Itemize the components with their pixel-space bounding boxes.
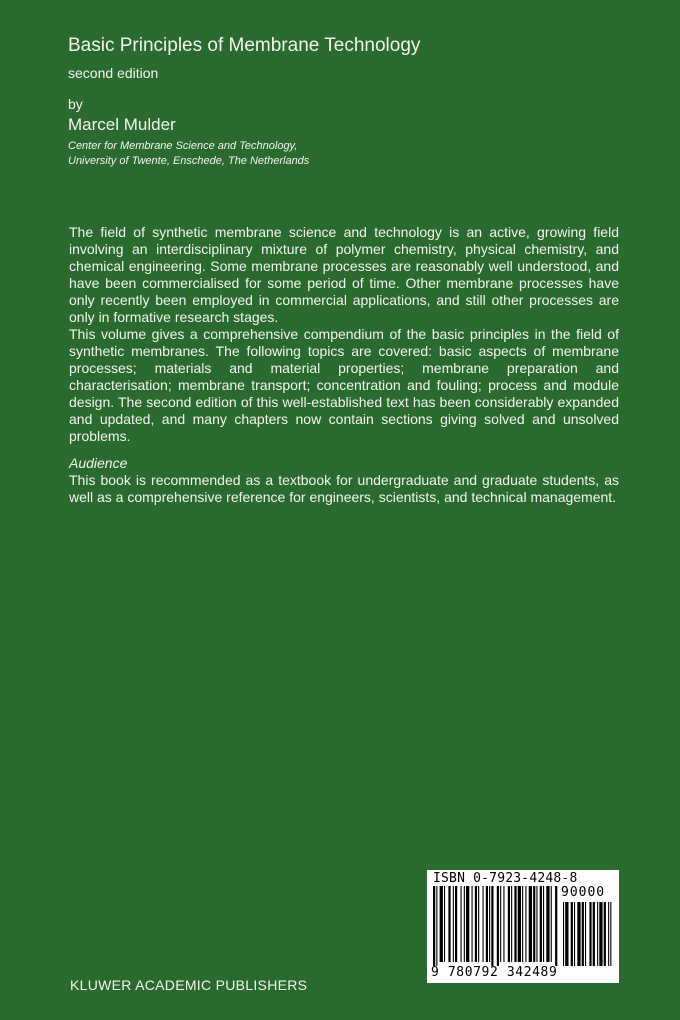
- barcode-addon-bar: [582, 902, 584, 966]
- barcode-addon-bar: [565, 902, 568, 966]
- barcode-addon-bar: [585, 902, 586, 966]
- barcode-bar: [497, 886, 499, 966]
- barcode-bar: [543, 886, 544, 962]
- barcode-addon-bar: [571, 902, 573, 966]
- barcode-bar: [464, 886, 465, 962]
- barcode-addon-bar: [604, 902, 606, 966]
- book-title: Basic Principles of Membrane Technology: [68, 35, 421, 56]
- barcode-addon-bar: [597, 902, 598, 966]
- author-affiliation: [68, 139, 309, 169]
- barcode-bar: [546, 886, 549, 962]
- barcode-addon-bar: [589, 902, 591, 966]
- barcode-bar: [522, 886, 523, 962]
- description-block: [69, 224, 619, 506]
- barcode-bar: [475, 886, 477, 962]
- isbn-label: ISBN 0-7923-4248-8: [433, 871, 578, 886]
- barcode-bar: [436, 886, 437, 966]
- barcode-bar: [444, 886, 445, 962]
- barcode-bar: [536, 886, 537, 962]
- by-label: by: [68, 96, 83, 112]
- barcode-bar: [500, 886, 501, 962]
- barcode-bar: [486, 886, 488, 962]
- barcode-bar: [466, 886, 469, 962]
- barcode-bar: [433, 886, 435, 966]
- barcode-bar: [448, 886, 450, 962]
- barcode-addon-bar: [574, 902, 575, 966]
- barcode-bar: [518, 886, 521, 962]
- barcode-bar: [511, 886, 512, 962]
- barcode-bar: [540, 886, 542, 962]
- barcode-bar: [491, 886, 493, 966]
- barcode-bar: [483, 886, 484, 962]
- description-paragraph-1: The field of synthetic membrane science and technology is an active, growing field involving an interdisciplinary mixture of polymer chemistry, physical chemistry, and chemical engineering. Some membrane processes are reasonably well understood, and have been commercialised for some period of time. Other membrane processes have only recently been employed in commercial applications, and still other processes are only in formative research stages.: [69, 224, 619, 325]
- barcode-bar: [472, 886, 473, 962]
- barcode-addon-bar: [563, 902, 564, 966]
- barcode-bar: [478, 886, 479, 962]
- barcode-addon-bar: [577, 902, 580, 966]
- barcode-bar: [453, 886, 454, 962]
- barcode-bar: [551, 886, 552, 962]
- barcode-bar: [555, 886, 557, 966]
- description-paragraph-2: This volume gives a comprehensive compendium of the basic principles in the field of synthetic membranes. The following topics are covered: basic aspects of membrane processes; materials and material properties; membrane preparation and characterisation; membrane transport; concentration and fouling; process and module design. The second edition of this well-established text has been considerably expanded and updated, and many chapters now contain sections giving solved and unsolved problems.: [69, 326, 619, 444]
- audience-heading: Audience: [69, 455, 128, 471]
- barcode-bar: [525, 886, 526, 962]
- barcode-bar: [514, 886, 516, 962]
- edition-label: second edition: [68, 65, 159, 81]
- barcode-bar: [455, 886, 457, 962]
- author-name: Marcel Mulder: [68, 115, 176, 134]
- publisher-name: KLUWER ACADEMIC PUBLISHERS: [70, 977, 308, 993]
- audience-text: This book is recommended as a textbook for undergraduate and graduate students, as well as a comprehensive reference for engineers, scientists, and technical management.: [69, 472, 619, 505]
- isbn-barcode: [427, 870, 619, 983]
- barcode-addon-bar: [608, 902, 609, 966]
- barcode-addon-bar: [599, 902, 602, 966]
- barcode-addon-bar: [610, 902, 611, 966]
- barcode-bar: [461, 886, 462, 962]
- affiliation-line-2: University of Twente, Enschede, The Netherlands: [68, 155, 310, 167]
- barcode-bar: [533, 886, 535, 962]
- barcode-bar: [440, 886, 443, 962]
- barcode-addon-bar: [593, 902, 595, 966]
- barcode-bar: [508, 886, 510, 962]
- barcode-bar: [503, 886, 504, 962]
- barcode-addon-digits: 90000: [561, 885, 606, 900]
- barcode-bar: [529, 886, 532, 962]
- barcode-ean-digits: 9 780792 342489: [431, 965, 558, 980]
- affiliation-line-1: Center for Membrane Science and Technology,: [68, 140, 298, 152]
- barcode-bar: [489, 886, 490, 962]
